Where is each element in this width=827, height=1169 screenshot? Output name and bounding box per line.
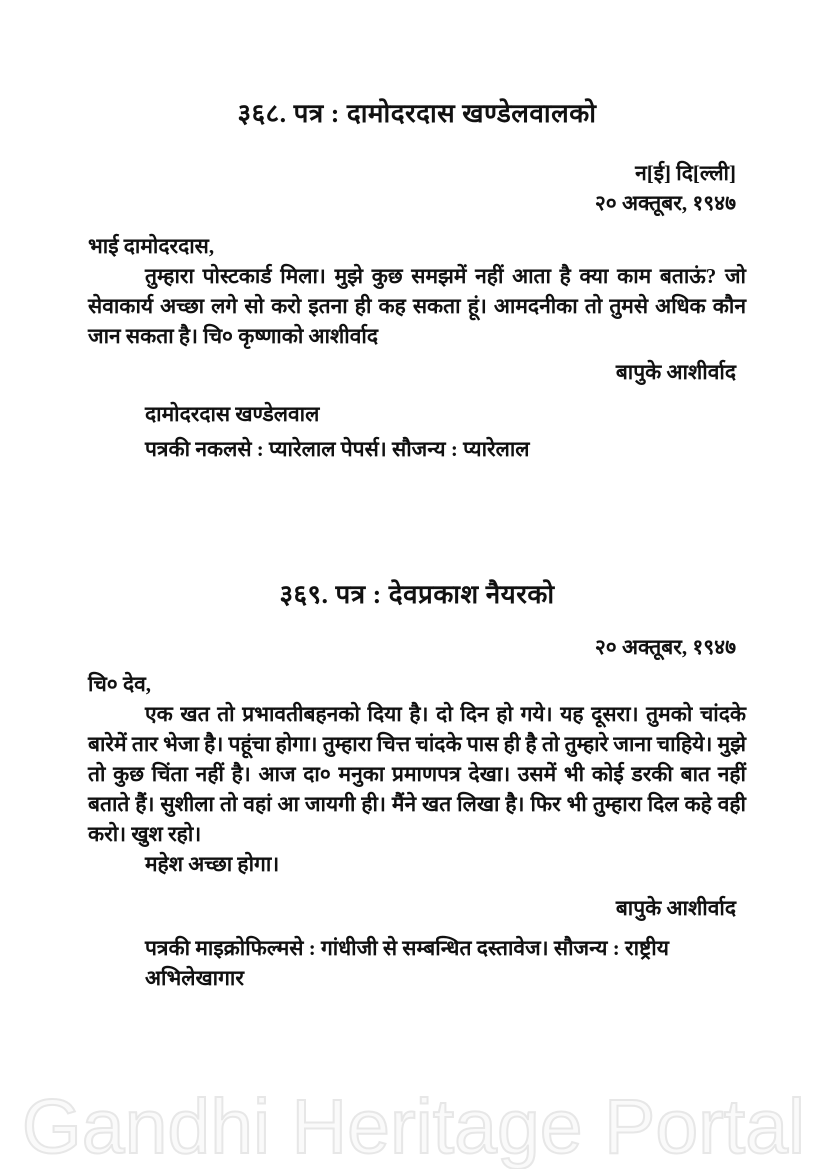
- letter-368-title: ३६८. पत्र : दामोदरदास खण्डेलवालको: [237, 99, 597, 128]
- letter-368-addressee: दामोदरदास खण्डेलवाल: [145, 402, 320, 426]
- letter-369-body: एक खत तो प्रभावतीबहनको दिया है। दो दिन हो गये। यह दूसरा। तुमको चांदके बारेमें तार भेजा है। पहूंचा होगा। तुम्हारा चित्त चांदके पास ही है तो तुम्हारे जाना चाहिये। मुझे तो कुछ चिंता नहीं है। आज दा० मनुका प्रमाणपत्र देखा। उसमें भी कोई डरकी बात नहीं बताते हैं। सुशीला तो वहां आ जायगी ही। मैंने खत लिखा है। फिर भी तुम्हारा दिल कहे वही करो। खुश रहो।: [88, 702, 746, 846]
- letter-369-title: ३६९. पत्र : देवप्रकाश नैयरको: [279, 580, 555, 609]
- letter-368-place: न[ई] दि[ल्ली]: [635, 161, 736, 185]
- letter-368-date: २० अक्तूबर, १९४७: [594, 191, 736, 215]
- letter-368-salutation: भाई दामोदरदास,: [88, 234, 215, 258]
- letter-369-salutation: चि० देव,: [88, 672, 152, 696]
- letter-369-signature: बापुके आशीर्वाद: [615, 896, 736, 920]
- gandhi-heritage-portal-watermark: Gandhi Heritage Portal: [21, 1084, 806, 1169]
- letter-369-body-line2: महेश अच्छा होगा।: [145, 852, 280, 876]
- letter-369-source: पत्रकी माइक्रोफिल्मसे : गांधीजी से सम्बन्धित दस्तावेज। सौजन्य : राष्ट्रीय अभिलेखागार: [145, 936, 669, 990]
- letter-368-body: तुम्हारा पोस्टकार्ड मिला। मुझे कुछ समझमें नहीं आता है क्या काम बताऊं? जो सेवाकार्य अच्छा लगे सो करो इतना ही कह सकता हूं। आमदनीका तो तुमसे अधिक कौन जान सकता है। चि० कृष्णाको आशीर्वाद: [88, 264, 746, 348]
- letter-369-date: २० अक्तूबर, १९४७: [594, 635, 736, 659]
- letter-368-signature: बापुके आशीर्वाद: [615, 360, 736, 384]
- letter-368-source: पत्रकी नकलसे : प्यारेलाल पेपर्स। सौजन्य : प्यारेलाल: [145, 437, 530, 461]
- letter-368: [88, 96, 746, 464]
- letter-369: [88, 577, 746, 993]
